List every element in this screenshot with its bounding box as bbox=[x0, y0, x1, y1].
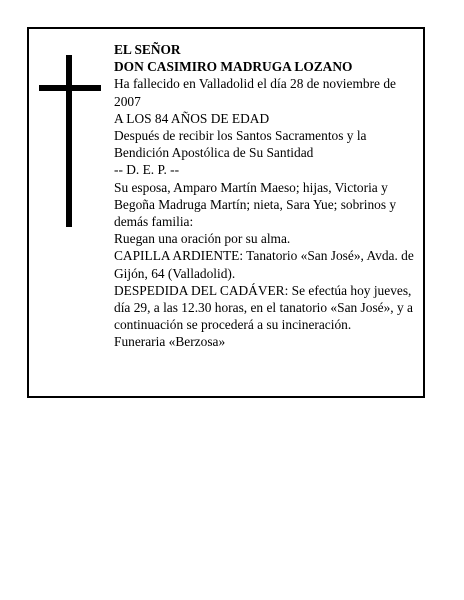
farewell-line: DESPEDIDA DEL CADÁVER: Se efectúa hoy jueves, día 29, a las 12.30 horas, en el tanatorio «San José», y a continuación se procederá a su incineración. bbox=[114, 282, 413, 333]
death-notice: Ha fallecido en Valladolid el día 28 de noviembre de 2007 bbox=[114, 76, 396, 109]
age-line: A LOS 84 AÑOS DE EDAD bbox=[114, 110, 270, 126]
obituary-notice bbox=[27, 27, 425, 398]
obituary-title: EL SEÑOR bbox=[114, 42, 181, 57]
deceased-name: DON CASIMIRO MADRUGA LOZANO bbox=[114, 59, 353, 75]
cross-icon bbox=[39, 55, 101, 227]
sacraments-line: Después de recibir los Santos Sacramentos y la Bendición Apostólica de Su Santidad bbox=[114, 128, 367, 161]
funeral-home-line: Funeraria «Berzosa» bbox=[114, 334, 226, 350]
obituary-text bbox=[114, 41, 422, 351]
family-line: Su esposa, Amparo Martín Maeso; hijas, Victoria y Begoña Madruga Martín; nieta, Sara Yue; sobrinos y demás familia: bbox=[114, 179, 397, 230]
cross-vertical-bar bbox=[66, 55, 72, 227]
prayer-line: Ruegan una oración por su alma. bbox=[114, 231, 291, 247]
cross-horizontal-bar bbox=[39, 85, 101, 91]
rip-line: -- D. E. P. -- bbox=[114, 162, 180, 178]
chapel-line: CAPILLA ARDIENTE: Tanatorio «San José», Avda. de Gijón, 64 (Valladolid). bbox=[114, 248, 414, 281]
